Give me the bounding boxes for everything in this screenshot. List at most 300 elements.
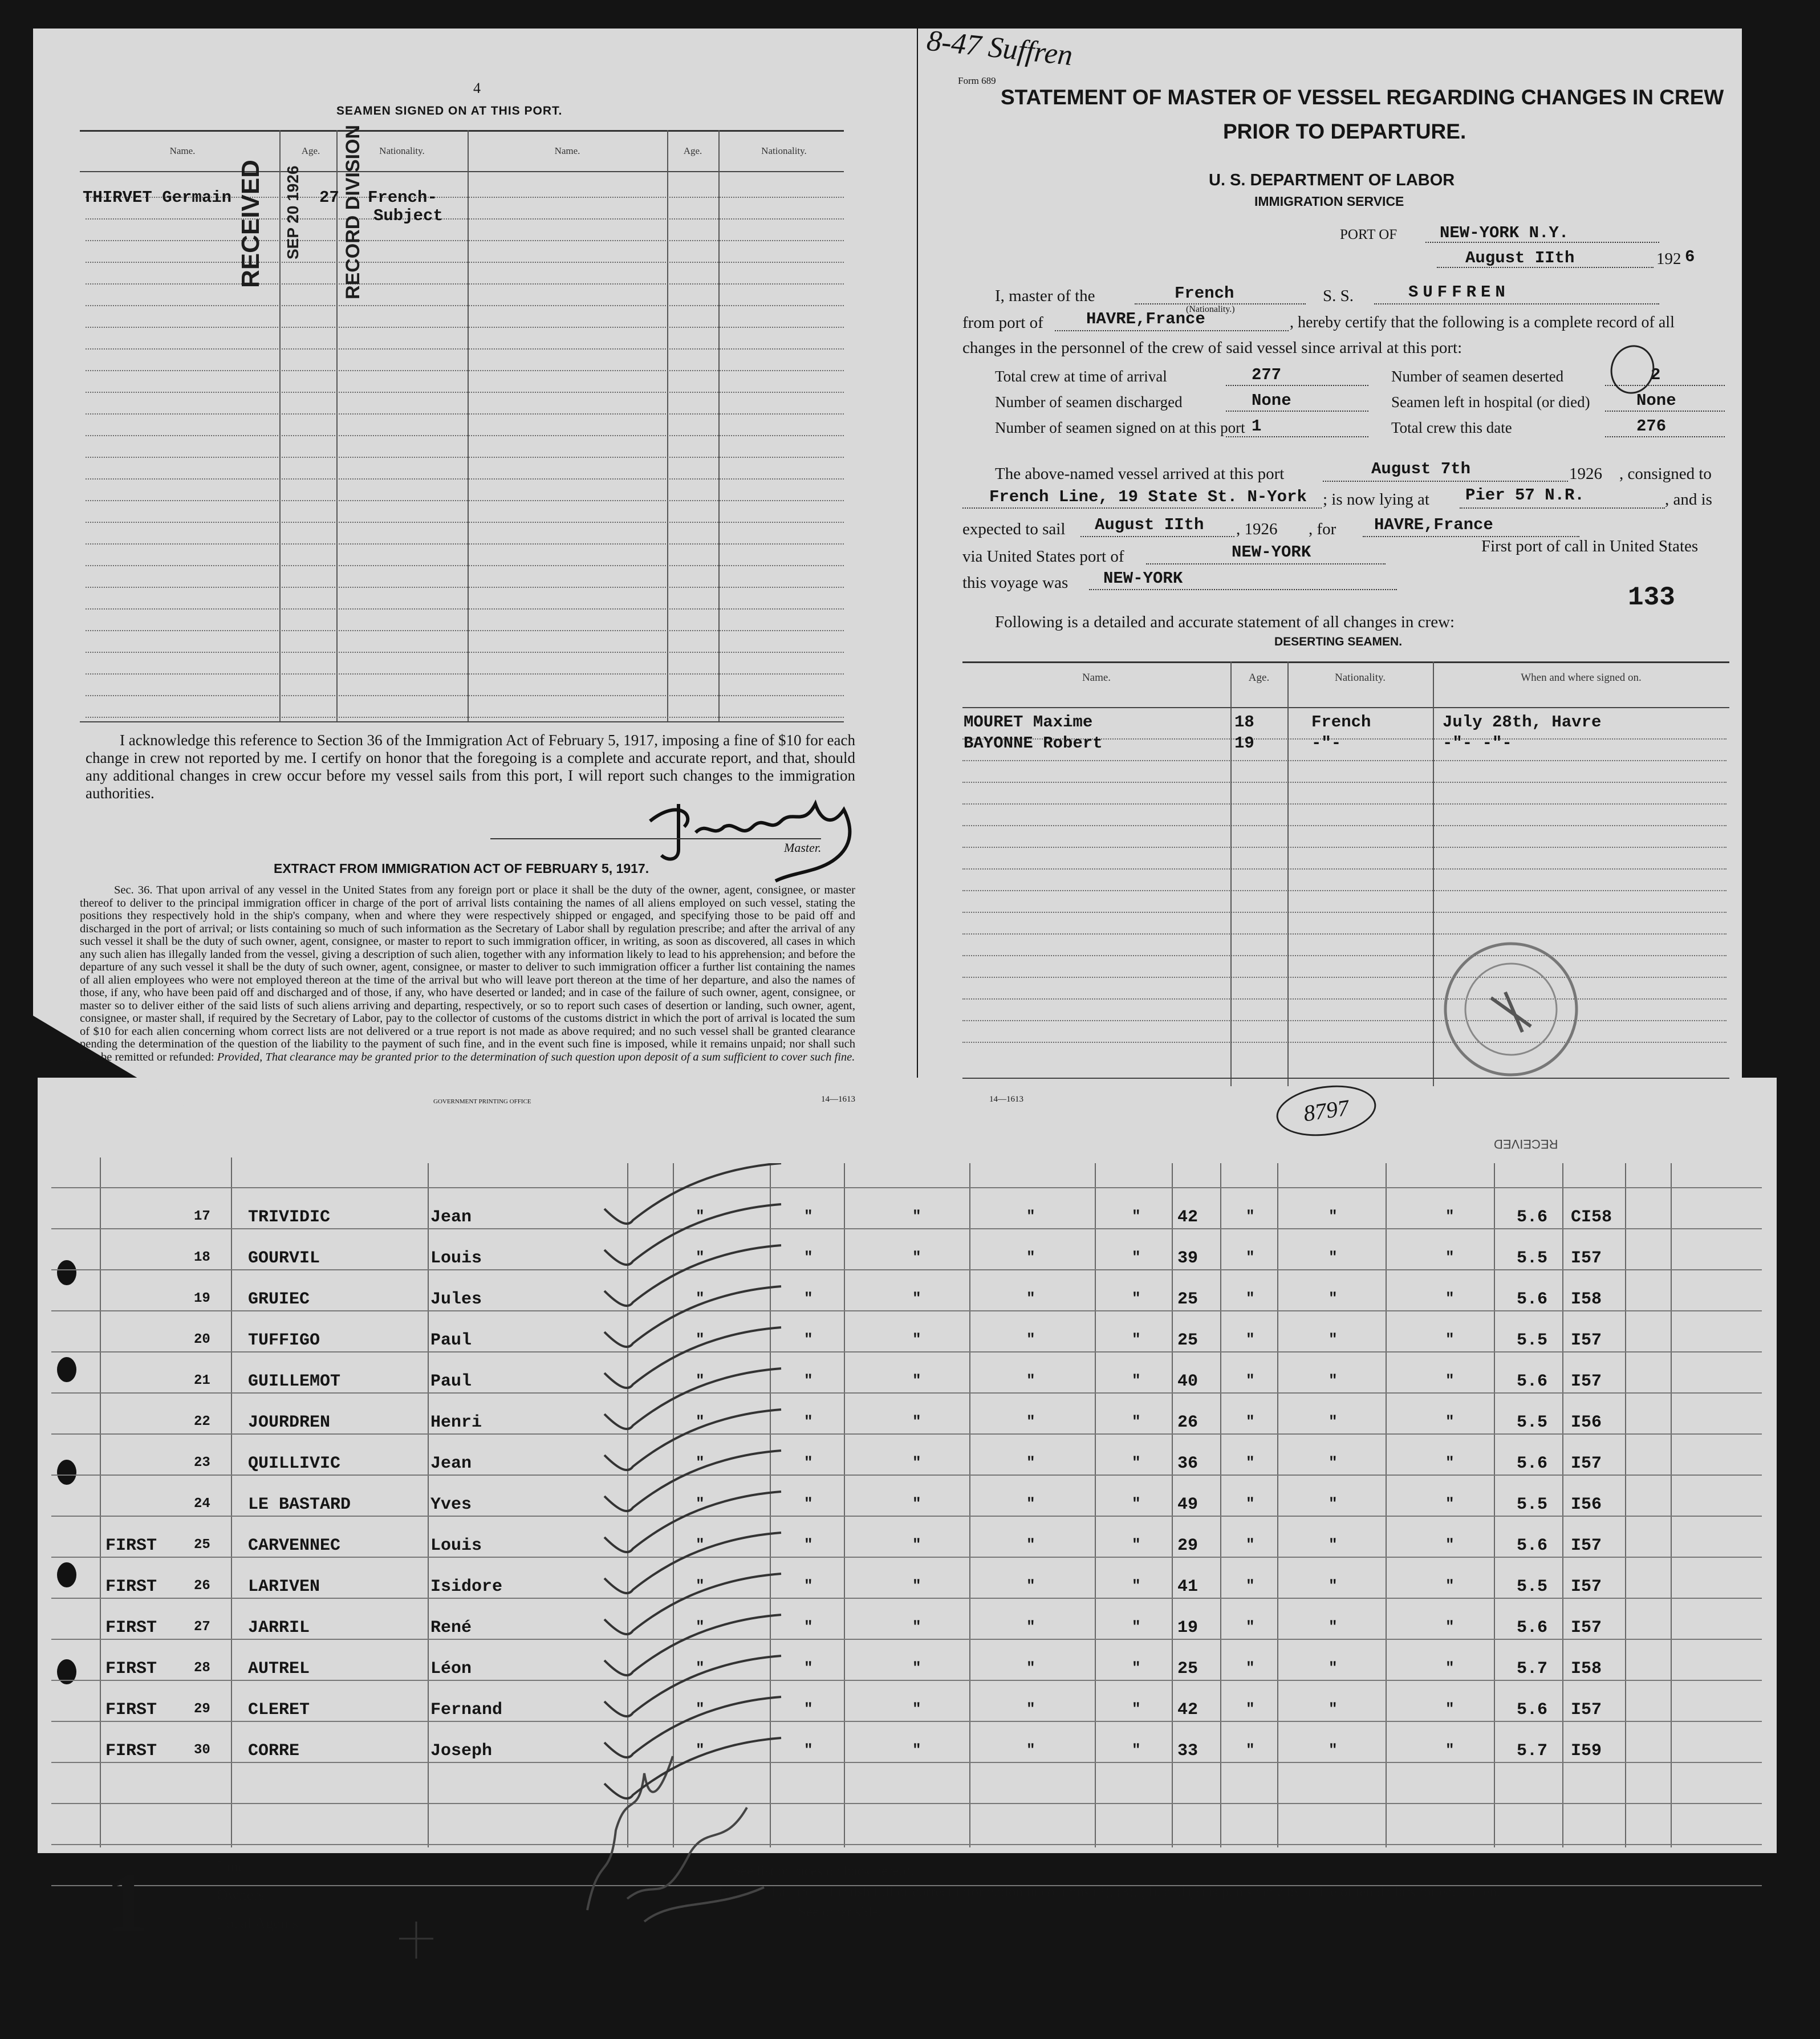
desert-column-rule <box>1230 661 1232 1086</box>
row-number: 29 <box>194 1701 210 1717</box>
row-ditto: " <box>1246 1208 1255 1225</box>
row-ditto: " <box>804 1577 813 1594</box>
row-ditto: " <box>696 1331 705 1348</box>
stat-label: Number of seamen deserted <box>1391 368 1564 385</box>
row-height: 5.5 <box>1517 1249 1548 1268</box>
ruled-line <box>86 522 844 523</box>
sail-year: , 1926 <box>1236 520 1278 538</box>
deserter-when: July 28th, Havre <box>1443 713 1602 732</box>
ruled-line <box>86 283 844 285</box>
col-name-2: Name. <box>554 145 580 156</box>
nationality-hint: (Nationality.) <box>1186 304 1235 314</box>
punch-hole <box>57 1562 76 1587</box>
row-ditto: " <box>1132 1618 1141 1635</box>
row-ditto: " <box>1329 1700 1338 1717</box>
row-code: I57 <box>1571 1577 1602 1597</box>
row-given-name: Henri <box>430 1413 482 1432</box>
row-ditto: " <box>1246 1741 1255 1758</box>
row-surname: GUILLEMOT <box>248 1372 341 1391</box>
row-age: 49 <box>1177 1495 1199 1514</box>
from-port-label: from port of <box>962 314 1043 332</box>
row-ditto: " <box>1246 1495 1255 1512</box>
desert-ruled-line <box>962 825 1726 826</box>
row-ditto: " <box>912 1413 921 1430</box>
received-date-stamp: SEP 20 1926 <box>284 165 302 259</box>
row-ditto: " <box>1132 1290 1141 1307</box>
row-given-name: Jean <box>430 1454 472 1473</box>
row-ditto: " <box>1026 1290 1035 1307</box>
row-height: 5.5 <box>1517 1577 1548 1597</box>
row-ditto: " <box>1445 1208 1455 1225</box>
row-height: 5.6 <box>1517 1618 1548 1638</box>
row-ditto: " <box>1132 1331 1141 1348</box>
note-other-side: See other side. <box>798 1904 882 1920</box>
row-number: 25 <box>194 1537 210 1553</box>
stat-label: Total crew at time of arrival <box>995 368 1167 385</box>
row-given-name: Paul <box>430 1331 472 1350</box>
row-ditto: " <box>696 1372 705 1389</box>
col-name: Name. <box>169 145 196 156</box>
manifest-row-rule <box>51 1310 1762 1311</box>
manifest-row-rule <box>51 1433 1762 1435</box>
row-surname: QUILLIVIC <box>248 1454 341 1473</box>
row-number: 23 <box>194 1455 210 1471</box>
row-ditto: " <box>1445 1618 1455 1635</box>
ruled-line <box>86 457 844 458</box>
row-code: I57 <box>1571 1618 1602 1638</box>
ship-name: SUFFREN <box>1408 283 1510 302</box>
row-ditto: " <box>804 1249 813 1266</box>
row-prefix: FIRST <box>105 1659 157 1679</box>
row-ditto: " <box>1246 1618 1255 1635</box>
extract-body: Sec. 36. That upon arrival of any vessel in the United States from any foreign port or place it shall be the duty of the owner, agent, consignee, or master thereof to deliver to the principal immigration officer in charge of the port of arrival lists containing the names of all aliens employed on such vessel, stating the positions they respectively hold in the ship's company, when and where they were respectively shipped or engaged, and specifying those to be paid off and discharged in the port of arrival; or lists containing so much of such information as the Secretary of Labor shall by regulation prescribe; and after the arrival of any such vessel it shall be the duty of such owner, agent, consignee, or master to report to such immigration officer, in writing, as soon as discovered, all cases in which any such alien has illegally landed from the vessel, giving a description of such alien, together with any information likely to lead to his apprehension; and before the departure of any such vessel it shall be the duty of such owner, agent, consignee, or master to deliver to such immigration officer a further list containing the names of all alien employees who were not employed thereon at the time of the arrival but who will leave port thereon at the time of her departure, and also the names of those, if any, who have been paid off and discharged and of those, if any, who have deserted or landed; and in case of the failure of such owner, agent, consignee, or master so to deliver either of the said lists of such aliens arriving and departing, respectively, or so to report such cases of desertion or landing, such owner, agent, consignee, or master shall, if required by the Secretary of Labor, pay to the collector of customs of the customs district in which the port of arrival is located the sum of $10 for each alien concerning whom correct lists are not delivered or a true report is not made as above required; and no such vessel shall be granted clearance pending the determination of the question of the liability to the payment of such fine, and in the event such fine is imposed, while it remains unpaid; nor shall such fine be remitted or refunded: <box>80 884 855 1063</box>
from-port-value: HAVRE,France <box>1086 310 1205 328</box>
signed-on-title: SEAMEN SIGNED ON AT THIS PORT. <box>336 104 563 117</box>
via-value: NEW-YORK <box>1232 543 1311 562</box>
sheet-number: 1 <box>105 1855 148 1950</box>
row-ditto: " <box>804 1618 813 1635</box>
row-ditto: " <box>1329 1290 1338 1307</box>
cert-3: changes in the personnel of the crew of said vessel since arrival at this port: <box>962 339 1462 357</box>
row-prefix: FIRST <box>105 1577 157 1597</box>
row-height: 5.7 <box>1517 1741 1548 1761</box>
stat-value: None <box>1636 391 1676 410</box>
sail-date: August IIth <box>1095 515 1204 534</box>
row-age: 42 <box>1177 1208 1199 1227</box>
row-ditto: " <box>1026 1741 1035 1758</box>
row-ditto: " <box>1026 1700 1035 1717</box>
date-value: August IIth <box>1465 249 1575 267</box>
manifest-column-rule <box>1172 1157 1173 1847</box>
row-ditto: " <box>1132 1577 1141 1594</box>
row-number: 21 <box>194 1373 210 1388</box>
row-code: I57 <box>1571 1372 1602 1391</box>
row-ditto: " <box>1445 1495 1455 1512</box>
ruled-line <box>86 608 844 610</box>
row-height: 5.6 <box>1517 1290 1548 1309</box>
row-age: 25 <box>1177 1331 1199 1350</box>
row-ditto: " <box>1445 1577 1455 1594</box>
desert-ruled-line <box>962 803 1726 805</box>
printer-mark: GOVERNMENT PRINTING OFFICE <box>433 1098 531 1105</box>
row-ditto: " <box>1026 1372 1035 1389</box>
following-text: Following is a detailed and accurate statement of all changes in crew: <box>995 613 1455 631</box>
row-ditto: " <box>1132 1208 1141 1225</box>
note-failure: Note. — Failure to furnish full or correct information in columns (2), (3), (4), and (5) is punishable by a fine of ten dollars for each alien. <box>718 1884 1501 1900</box>
expected-label: expected to sail <box>962 520 1066 538</box>
row-ditto: " <box>804 1331 813 1348</box>
left-form-code: 14—1613 <box>821 1095 855 1104</box>
ruled-line <box>86 370 844 371</box>
desert-ruled-line <box>962 760 1726 761</box>
row-ditto: " <box>1329 1577 1338 1594</box>
via-label: via United States port of <box>962 547 1124 566</box>
row-ditto: " <box>804 1290 813 1307</box>
row-number: 20 <box>194 1332 210 1347</box>
form-number: Form 689 <box>958 75 996 86</box>
row-code: I56 <box>1571 1495 1602 1514</box>
row-number: 19 <box>194 1291 210 1306</box>
manifest-column-rule <box>1494 1157 1495 1847</box>
row-ditto: " <box>1329 1331 1338 1348</box>
row-ditto: " <box>1132 1372 1141 1389</box>
desert-ruled-line <box>962 1020 1726 1021</box>
service: IMMIGRATION SERVICE <box>1254 194 1404 209</box>
deserter-when: -"- -"- <box>1443 734 1512 753</box>
row-height: 5.7 <box>1517 1659 1548 1679</box>
ship-blank <box>1374 303 1659 304</box>
stat-blank <box>1605 411 1725 412</box>
pier-value: Pier 57 N.R. <box>1465 486 1585 505</box>
manifest-column-rule <box>969 1157 970 1847</box>
row-ditto: " <box>1246 1290 1255 1307</box>
row-ditto: " <box>696 1700 705 1717</box>
ruled-line <box>86 695 844 696</box>
row-ditto: " <box>696 1208 705 1225</box>
ruled-line <box>86 673 844 675</box>
row-ditto: " <box>696 1290 705 1307</box>
row-given-name: Louis <box>430 1536 482 1555</box>
manifest-column-rule <box>1625 1157 1626 1847</box>
check-mark <box>604 1738 781 1798</box>
master-signature <box>644 787 884 884</box>
check-mark <box>604 1656 781 1716</box>
manifest-row-rule <box>51 1269 1762 1270</box>
row-surname: LE BASTARD <box>248 1495 351 1514</box>
stat-blank <box>1605 436 1725 437</box>
row-surname: JARRIL <box>248 1618 310 1638</box>
punch-hole <box>57 1260 76 1285</box>
from-port-blank <box>1055 330 1289 331</box>
manifest-column-rule <box>1562 1157 1563 1847</box>
desert-ruled-line <box>962 912 1726 913</box>
stat-blank <box>1226 385 1368 386</box>
row-ditto: " <box>1026 1495 1035 1512</box>
desert-header-bottom <box>962 707 1729 708</box>
stat-value: 2 <box>1651 365 1661 384</box>
manifest-column-rule <box>1671 1157 1672 1847</box>
ruled-line <box>86 348 844 350</box>
ruled-line <box>86 652 844 653</box>
for-label: , for <box>1309 520 1336 538</box>
row-surname: CLERET <box>248 1700 310 1720</box>
row-ditto: " <box>1132 1454 1141 1471</box>
stat-value: None <box>1252 391 1291 410</box>
arrived-value: August 7th <box>1371 460 1471 478</box>
ruled-line <box>86 240 844 241</box>
check-mark <box>604 1410 781 1470</box>
desert-col-header: Name. <box>1082 672 1111 684</box>
check-mark <box>604 1204 781 1265</box>
row-ditto: " <box>1329 1659 1338 1676</box>
col-nationality-2: Nationality. <box>761 145 807 156</box>
consignee-blank <box>962 507 1322 509</box>
signed-on-nationality-2: Subject <box>373 206 443 225</box>
manifest-row-rule <box>51 1228 1762 1229</box>
form-title-2: PRIOR TO DEPARTURE. <box>1223 120 1466 143</box>
extract-title: EXTRACT FROM IMMIGRATION ACT OF FEBRUARY 5, 1917. <box>274 861 649 876</box>
row-ditto: " <box>1026 1536 1035 1553</box>
row-ditto: " <box>912 1290 921 1307</box>
row-given-name: Jules <box>430 1290 482 1309</box>
ruled-line <box>86 630 844 631</box>
row-ditto: " <box>912 1659 921 1676</box>
manifest-row-rule <box>51 1475 1762 1476</box>
row-ditto: " <box>804 1700 813 1717</box>
row-ditto: " <box>1132 1700 1141 1717</box>
row-age: 26 <box>1177 1413 1199 1432</box>
row-ditto: " <box>1445 1249 1455 1266</box>
manifest-row-rule <box>51 1516 1762 1517</box>
row-height: 5.6 <box>1517 1208 1548 1227</box>
signed-on-age: 27 <box>319 188 339 207</box>
manifest-column-rule <box>1386 1157 1387 1847</box>
stat-label: Seamen left in hospital (or died) <box>1391 393 1590 411</box>
row-number: 28 <box>194 1660 210 1676</box>
row-given-name: Louis <box>430 1249 482 1268</box>
extract-proviso: Provided, That clearance may be granted prior to the determination of such question upon deposit of a sum sufficient to cover such fine. <box>217 1050 855 1063</box>
sail-blank <box>1080 536 1234 537</box>
manifest-column-rule <box>844 1157 845 1847</box>
master-line <box>490 838 821 839</box>
row-age: 39 <box>1177 1249 1199 1268</box>
stat-label: Number of seamen discharged <box>995 393 1183 411</box>
form-title: STATEMENT OF MASTER OF VESSEL REGARDING CHANGES IN CREW <box>1001 86 1724 109</box>
row-ditto: " <box>696 1618 705 1635</box>
ruled-line <box>86 262 844 263</box>
row-height: 5.6 <box>1517 1536 1548 1555</box>
row-given-name: Paul <box>430 1372 472 1391</box>
row-ditto: " <box>696 1741 705 1758</box>
handwritten-ref: 8-47 Suffren <box>925 24 1074 72</box>
row-height: 5.6 <box>1517 1454 1548 1473</box>
row-ditto: " <box>696 1495 705 1512</box>
row-ditto: " <box>1132 1536 1141 1553</box>
ruled-line <box>86 717 844 718</box>
desert-ruled-line <box>962 977 1726 978</box>
manifest-column-rule <box>231 1157 232 1847</box>
row-ditto: " <box>1246 1413 1255 1430</box>
right-form-code: 14—1613 <box>989 1095 1023 1104</box>
row-ditto: " <box>1445 1372 1455 1389</box>
row-ditto: " <box>696 1454 705 1471</box>
row-surname: CARVENNEC <box>248 1536 341 1555</box>
row-code: I57 <box>1571 1700 1602 1720</box>
row-ditto: " <box>696 1413 705 1430</box>
col-nationality: Nationality. <box>379 145 425 156</box>
row-ditto: " <box>1445 1290 1455 1307</box>
row-ditto: " <box>912 1618 921 1635</box>
stat-label: Number of seamen signed on at this port <box>995 419 1245 436</box>
row-ditto: " <box>1246 1577 1255 1594</box>
row-ditto: " <box>804 1495 813 1512</box>
row-ditto: " <box>1445 1659 1455 1676</box>
row-ditto: " <box>1445 1331 1455 1348</box>
row-given-name: Jean <box>430 1208 472 1227</box>
desert-col-header: Age. <box>1248 672 1270 684</box>
row-surname: AUTREL <box>248 1659 310 1679</box>
check-mark <box>604 1163 781 1224</box>
check-mark <box>604 1574 781 1634</box>
deserting-title: DESERTING SEAMEN. <box>1274 635 1403 648</box>
ruled-line <box>86 478 844 480</box>
row-age: 41 <box>1177 1577 1199 1597</box>
port-value: NEW-YORK N.Y. <box>1440 224 1569 242</box>
ruled-line <box>86 392 844 393</box>
received-stamp-faint: RECEIVED <box>1494 1137 1558 1151</box>
ss-label: S. S. <box>1323 287 1354 305</box>
row-ditto: " <box>1246 1454 1255 1471</box>
row-surname: CORRE <box>248 1741 300 1761</box>
desert-ruled-line <box>962 1042 1726 1043</box>
row-code: I56 <box>1571 1413 1602 1432</box>
deserter-nationality: French <box>1311 713 1371 732</box>
stat-blank <box>1226 436 1368 437</box>
row-ditto: " <box>912 1741 921 1758</box>
signed-on-nationality: French- <box>368 188 437 207</box>
header-rule <box>80 130 844 132</box>
row-surname: TUFFIGO <box>248 1331 320 1350</box>
row-ditto: " <box>804 1536 813 1553</box>
row-code: I57 <box>1571 1454 1602 1473</box>
row-ditto: " <box>696 1577 705 1594</box>
extract-text <box>80 884 855 1063</box>
grid-bottom-rule <box>80 721 844 722</box>
row-given-name: Isidore <box>430 1577 503 1597</box>
manifest-column-rule <box>428 1157 429 1847</box>
row-ditto: " <box>1026 1659 1035 1676</box>
row-age: 19 <box>1177 1618 1199 1638</box>
punch-hole <box>57 1357 76 1382</box>
ruled-line <box>86 327 844 328</box>
row-ditto: " <box>912 1208 921 1225</box>
year-prefix: 192 <box>1656 250 1681 268</box>
nationality-value: French <box>1175 284 1234 303</box>
desert-ruled-line <box>962 847 1726 848</box>
check-mark <box>604 1245 781 1306</box>
row-surname: GOURVIL <box>248 1249 320 1268</box>
row-code: I57 <box>1571 1536 1602 1555</box>
column-rule <box>468 130 469 722</box>
row-ditto: " <box>804 1372 813 1389</box>
manifest-row-rule <box>51 1598 1762 1599</box>
row-ditto: " <box>912 1577 921 1594</box>
row-ditto: " <box>1246 1536 1255 1553</box>
row-prefix: FIRST <box>105 1536 157 1555</box>
voyage-value: NEW-YORK <box>1103 569 1183 588</box>
row-given-name: Joseph <box>430 1741 493 1761</box>
row-ditto: " <box>1246 1249 1255 1266</box>
signed-on-name: THIRVET Germain <box>83 188 232 207</box>
stat-label: Total crew this date <box>1391 419 1512 436</box>
row-code: I58 <box>1571 1659 1602 1679</box>
row-ditto: " <box>1329 1741 1338 1758</box>
ruled-line <box>86 305 844 306</box>
row-ditto: " <box>1445 1413 1455 1430</box>
row-number: 24 <box>194 1496 210 1512</box>
col-age-2: Age. <box>683 145 702 156</box>
desert-column-rule <box>1287 661 1289 1086</box>
arrived-year: 1926 <box>1569 465 1602 483</box>
stat-value: 277 <box>1252 365 1282 384</box>
column-rule <box>718 130 720 722</box>
deserter-nationality: -"- <box>1311 734 1342 753</box>
port-label: PORT OF <box>1340 227 1398 242</box>
deserter-age: 18 <box>1234 713 1254 732</box>
customs-seal <box>1437 935 1585 1083</box>
row-ditto: " <box>1246 1659 1255 1676</box>
check-mark <box>604 1368 781 1429</box>
stat-blank <box>1226 411 1368 412</box>
row-ditto: " <box>696 1659 705 1676</box>
punch-hole <box>57 1460 76 1485</box>
row-prefix: FIRST <box>105 1741 157 1761</box>
row-ditto: " <box>912 1372 921 1389</box>
cert-1: I, master of the <box>995 287 1095 305</box>
big-number: 133 <box>1628 583 1675 612</box>
row-ditto: " <box>804 1454 813 1471</box>
column-rule <box>336 130 338 722</box>
row-given-name: René <box>430 1618 472 1638</box>
row-ditto: " <box>1026 1413 1035 1430</box>
row-ditto: " <box>1329 1372 1338 1389</box>
check-mark <box>604 1697 781 1757</box>
row-ditto: " <box>1026 1454 1035 1471</box>
row-prefix: FIRST <box>105 1618 157 1638</box>
check-mark <box>604 1492 781 1552</box>
manifest-row-rule <box>51 1844 1762 1845</box>
row-height: 5.5 <box>1517 1413 1548 1432</box>
check-mark <box>604 1615 781 1675</box>
column-rule <box>279 130 281 722</box>
row-ditto: " <box>1132 1741 1141 1758</box>
row-ditto: " <box>696 1536 705 1553</box>
row-code: I58 <box>1571 1290 1602 1309</box>
desert-ruled-line <box>962 998 1726 1000</box>
desert-ruled-line <box>962 782 1726 783</box>
row-ditto: " <box>1026 1249 1035 1266</box>
row-ditto: " <box>912 1331 921 1348</box>
manifest-row-rule <box>51 1721 1762 1722</box>
row-ditto: " <box>912 1249 921 1266</box>
row-ditto: " <box>1445 1700 1455 1717</box>
row-code: CI58 <box>1571 1208 1612 1227</box>
ruled-line <box>86 435 844 436</box>
desert-ruled-line <box>962 933 1726 935</box>
row-ditto: " <box>1329 1208 1338 1225</box>
voyage-label: this voyage was <box>962 574 1069 592</box>
desert-ruled-line <box>962 890 1726 891</box>
